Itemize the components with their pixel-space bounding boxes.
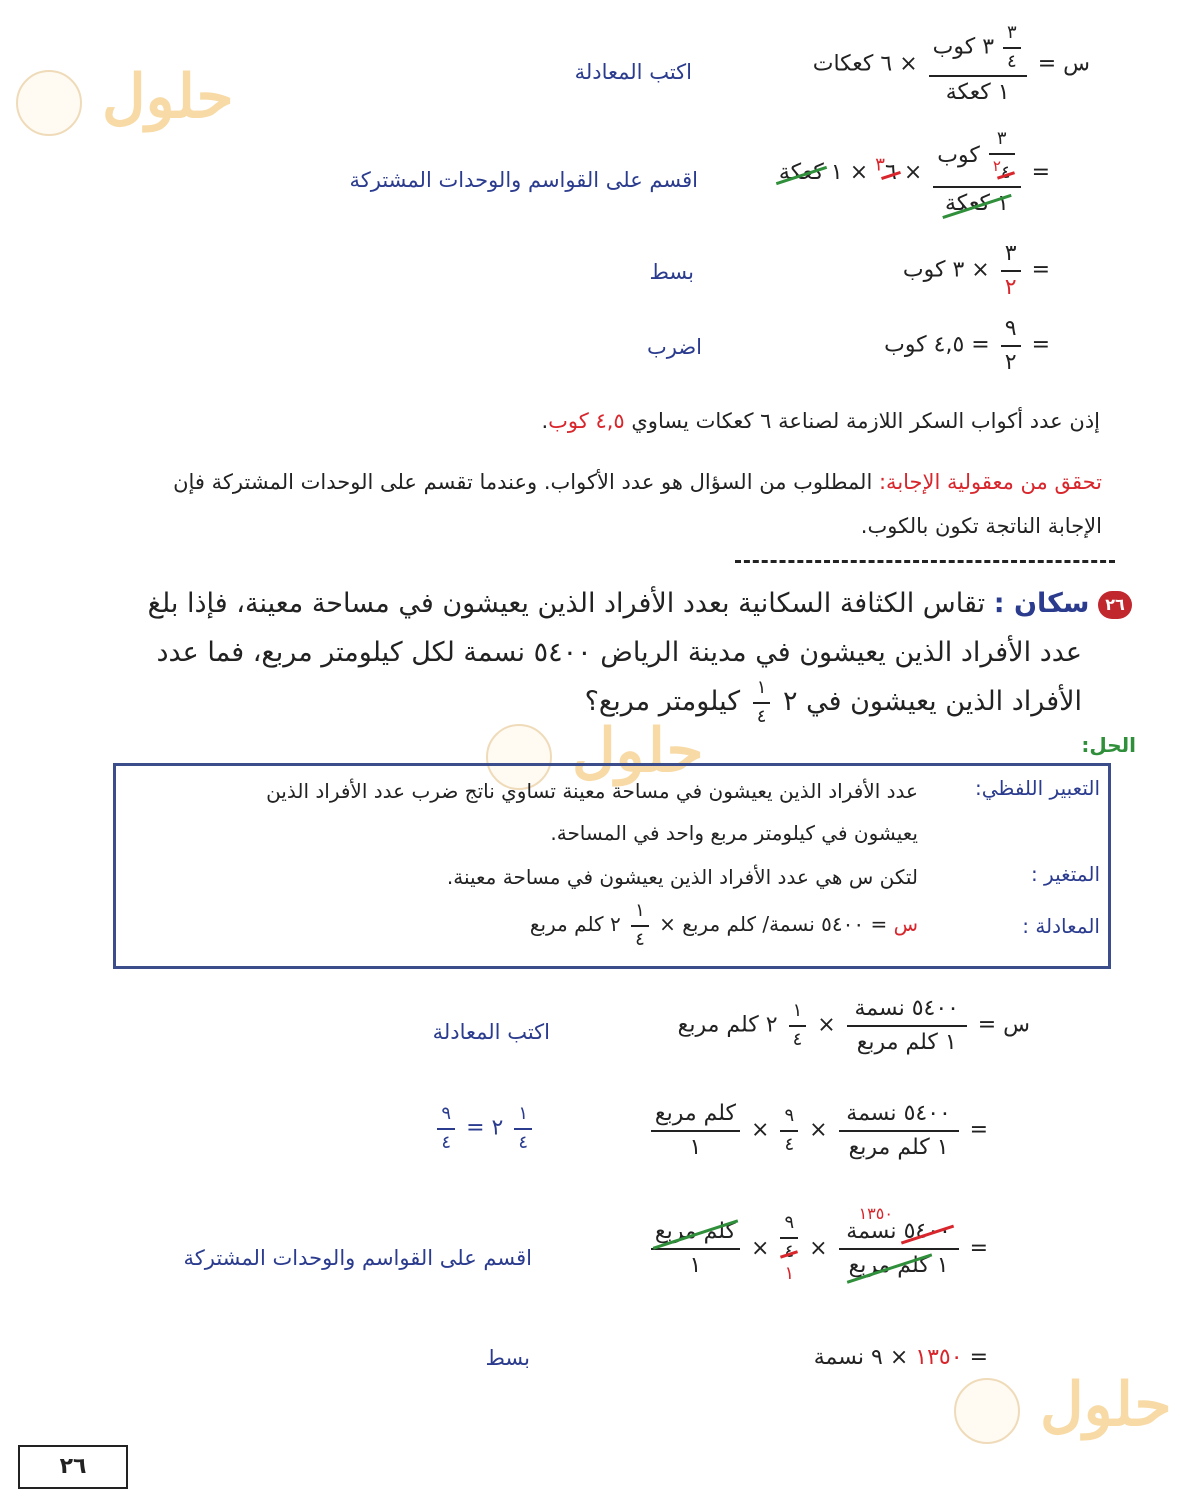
fraction-denominator xyxy=(839,1252,959,1280)
section-divider xyxy=(735,560,1115,563)
small-den xyxy=(989,157,1015,185)
small-den: ٤ xyxy=(1007,50,1017,72)
equation-tail: × ٣ كوب xyxy=(902,257,990,283)
conclusion-value: ٤,٥ كوب xyxy=(548,409,625,433)
question-number-badge: ٢٦ xyxy=(1098,591,1132,619)
step-hint: بسط xyxy=(485,1346,530,1370)
fraction xyxy=(1001,240,1021,301)
equation-lhs: س = xyxy=(977,1012,1030,1038)
fraction-denominator: ١ كعكة xyxy=(945,80,1010,105)
solution-box xyxy=(113,763,1111,969)
fraction xyxy=(651,1100,740,1161)
fraction-denominator: ١ كلم مربع xyxy=(848,1134,949,1160)
equation-rest: = ٥٤٠٠ نسمة/ كلم مربع × xyxy=(659,912,888,936)
logo-text: حلول xyxy=(1040,1370,1172,1440)
equation-tail: = ٤,٥ كوب xyxy=(884,332,990,358)
small-den: ٤ xyxy=(792,1028,803,1050)
fraction-denominator: ١ كلم مربع xyxy=(856,1029,957,1055)
mixed-fraction xyxy=(631,900,649,951)
step-hint: اضرب xyxy=(646,335,702,359)
cancelled-value: ٤ xyxy=(784,1240,795,1262)
multiplier xyxy=(875,154,897,185)
fraction-numerator xyxy=(933,128,1020,184)
equals-sign: = xyxy=(1031,257,1050,283)
times-sign: × xyxy=(903,159,923,185)
fraction-denominator: ١ xyxy=(689,1134,702,1160)
logo-circle-icon xyxy=(16,70,82,136)
equation-row-3 xyxy=(903,240,1050,301)
equation-text xyxy=(126,900,918,951)
fraction xyxy=(847,995,967,1056)
question-line-2: عدد الأفراد الذين يعيشون في مدينة الرياض ٥٤٠٠ نسمة لكل كيلومتر مربع، فما عدد xyxy=(156,636,1082,668)
check-text-2: الإجابة الناتجة تكون بالكوب. xyxy=(860,513,1102,538)
small-fraction xyxy=(789,1000,807,1051)
mixed-whole: ٢ xyxy=(491,1115,504,1141)
small-den: ٤ xyxy=(518,1131,528,1153)
small-den: ٤ xyxy=(635,928,645,950)
cancelled-value: ٤ xyxy=(1000,161,1011,183)
new-value: ١ xyxy=(784,1263,795,1284)
fraction xyxy=(839,1100,959,1161)
mixed-whole: ٢ xyxy=(609,912,621,936)
check-paragraph xyxy=(42,465,1102,544)
new-value: ٣ xyxy=(875,154,885,176)
small-num: ٣ xyxy=(996,128,1007,149)
fraction-numerator xyxy=(651,1218,740,1246)
small-fraction xyxy=(514,1103,532,1154)
fraction-denominator: ٢ xyxy=(1004,274,1017,300)
p2-equation-row-1 xyxy=(678,995,1030,1056)
small-den: ٤ xyxy=(441,1131,452,1153)
small-den: ٤ xyxy=(756,705,767,727)
cancelled-unit: كلم مربع xyxy=(848,1252,930,1278)
logo-text: حلول xyxy=(102,62,234,132)
step-hint: بسط xyxy=(649,260,694,284)
one-value: ١ xyxy=(830,159,843,185)
verbal-text-1: عدد الأفراد الذين يعيشون في مساحة معينة تساوي ناتج ضرب عدد الأفراد الذين xyxy=(266,779,918,803)
equation-lhs: س = xyxy=(1037,51,1090,77)
small-num: ٣ xyxy=(1007,22,1017,43)
small-num: ٩ xyxy=(441,1103,452,1124)
numerator-text: ٣ كوب xyxy=(932,34,995,60)
check-label: تحقق من معقولية الإجابة: xyxy=(878,470,1102,494)
fraction xyxy=(1001,315,1021,376)
mixed-fraction xyxy=(753,677,771,728)
question-26 xyxy=(82,580,1125,728)
small-num: ١ xyxy=(518,1103,528,1124)
fraction-denominator: ٢ xyxy=(1004,349,1017,375)
question-line-3b: كيلومتر مربع؟ xyxy=(584,686,741,718)
unit: نسمة xyxy=(846,1219,897,1245)
logo-circle-icon xyxy=(954,1378,1020,1444)
fraction xyxy=(929,22,1027,107)
equation-var: س xyxy=(893,912,918,936)
p2-equation-row-3 xyxy=(647,1204,988,1286)
p2-equation-row-4 xyxy=(814,1345,988,1370)
solution-label: الحل: xyxy=(1081,733,1136,757)
equals-sign: = xyxy=(466,1115,485,1141)
equals-sign: = xyxy=(1031,332,1050,358)
cancelled-unit: كلم مربع xyxy=(654,1219,737,1245)
new-value: ١٣٥٠ xyxy=(858,1204,893,1224)
question-line-3a: الأفراد الذين يعيشون في xyxy=(806,686,1082,718)
fraction-numerator: كلم مربع xyxy=(654,1101,737,1126)
small-num: ٩ xyxy=(784,1212,795,1233)
step-hint: اكتب المعادلة xyxy=(432,1020,550,1044)
equation-tail: × ٩ نسمة xyxy=(813,1345,909,1370)
check-text: المطلوب من السؤال هو عدد الأكواب. وعندما تقسم على الوحدات المشتركة فإن xyxy=(173,470,873,494)
cancelled-unit: ١ كعكة xyxy=(944,191,1009,216)
variable-text: لتكن س هي عدد الأفراد الذين يعيشون في مساحة معينة. xyxy=(446,865,918,889)
fraction-numerator: ٥٤٠٠ نسمة xyxy=(854,996,959,1021)
equals-sign: = xyxy=(969,1345,988,1370)
result-value: ١٣٥٠ xyxy=(915,1345,963,1370)
fraction xyxy=(839,1204,959,1279)
times-sign: × xyxy=(817,1012,836,1038)
small-fraction xyxy=(780,1105,798,1156)
times-sign: × xyxy=(751,1235,770,1261)
times-sign: × xyxy=(809,1235,828,1261)
small-num: ١ xyxy=(756,677,767,699)
step-hint: اقسم على القواسم والوحدات المشتركة xyxy=(183,1246,532,1270)
equation-unit: كلم مربع xyxy=(529,912,604,936)
step-hint: اكتب المعادلة xyxy=(574,60,692,84)
fraction-numerator: ٥٤٠٠ نسمة xyxy=(846,1101,951,1126)
equation-row-4 xyxy=(884,315,1050,376)
small-den xyxy=(780,1241,798,1286)
mixed-whole: ٢ xyxy=(765,1012,778,1038)
equals-sign: = xyxy=(969,1117,988,1143)
question-line-1: تقاس الكثافة السكانية بعدد الأفراد الذين يعيشون في مساحة معينة، فإذا بلغ xyxy=(147,588,986,619)
watermark-logo xyxy=(960,1370,1170,1450)
fraction-denominator xyxy=(933,190,1020,218)
unit-cup: كوب xyxy=(937,143,980,168)
equation-tail: × ٦ كعكات xyxy=(812,51,918,77)
small-num: ١ xyxy=(792,1000,803,1021)
cancelled-value: ٦ xyxy=(885,159,897,185)
small-fraction xyxy=(989,128,1015,184)
times-sign: × xyxy=(849,159,869,185)
fraction-numerator: ٩ xyxy=(1004,316,1017,341)
logo-text: حلول xyxy=(572,716,704,786)
unit: كلم مربع xyxy=(677,1012,759,1038)
equals-sign: = xyxy=(969,1235,988,1261)
times-sign: × xyxy=(809,1117,828,1143)
page-number: ٢٦ xyxy=(18,1445,128,1489)
p2-equation-row-2 xyxy=(647,1100,988,1161)
fraction xyxy=(651,1218,740,1279)
conclusion-text: إذن عدد أكواب السكر اللازمة لصناعة ٦ كعكات يساوي xyxy=(631,409,1100,433)
fraction-numerator xyxy=(839,1204,959,1246)
side-calculation xyxy=(433,1103,536,1154)
verbal-label: التعبير اللفظي: xyxy=(975,776,1100,800)
question-title: سكان : xyxy=(993,588,1090,619)
one-value: ١ xyxy=(936,1252,949,1278)
step-hint: اقسم على القواسم والوحدات المشتركة xyxy=(349,168,698,192)
fraction-numerator xyxy=(929,22,1027,73)
small-fraction xyxy=(780,1212,798,1286)
cancelled-unit: كعكة xyxy=(778,159,824,185)
fraction-denominator: ١ xyxy=(689,1252,702,1278)
variable-label: المتغير : xyxy=(1030,862,1100,886)
equation-row-2 xyxy=(779,128,1050,218)
conclusion-line xyxy=(541,404,1100,440)
small-den: ٤ xyxy=(784,1133,795,1155)
new-value: ٢ xyxy=(992,156,1001,175)
fraction-numerator: ٣ xyxy=(1004,241,1017,266)
verbal-text-2: يعيشون في كيلومتر مربع واحد في المساحة. xyxy=(550,821,918,845)
conclusion-end: . xyxy=(541,409,549,433)
small-num: ٩ xyxy=(784,1105,795,1126)
times-sign: × xyxy=(751,1117,770,1143)
watermark-logo xyxy=(22,62,232,142)
equation-row-1 xyxy=(813,22,1090,107)
fraction xyxy=(933,128,1020,218)
cancelled-value: ٥٤٠٠ xyxy=(903,1219,951,1245)
verbal-text xyxy=(126,772,918,852)
equation-label: المعادلة : xyxy=(1022,914,1100,938)
equals-sign: = xyxy=(1031,159,1050,185)
small-fraction xyxy=(437,1103,455,1154)
small-fraction xyxy=(1003,22,1021,73)
mixed-whole: ٢ xyxy=(782,686,798,718)
small-num: ١ xyxy=(635,900,645,921)
